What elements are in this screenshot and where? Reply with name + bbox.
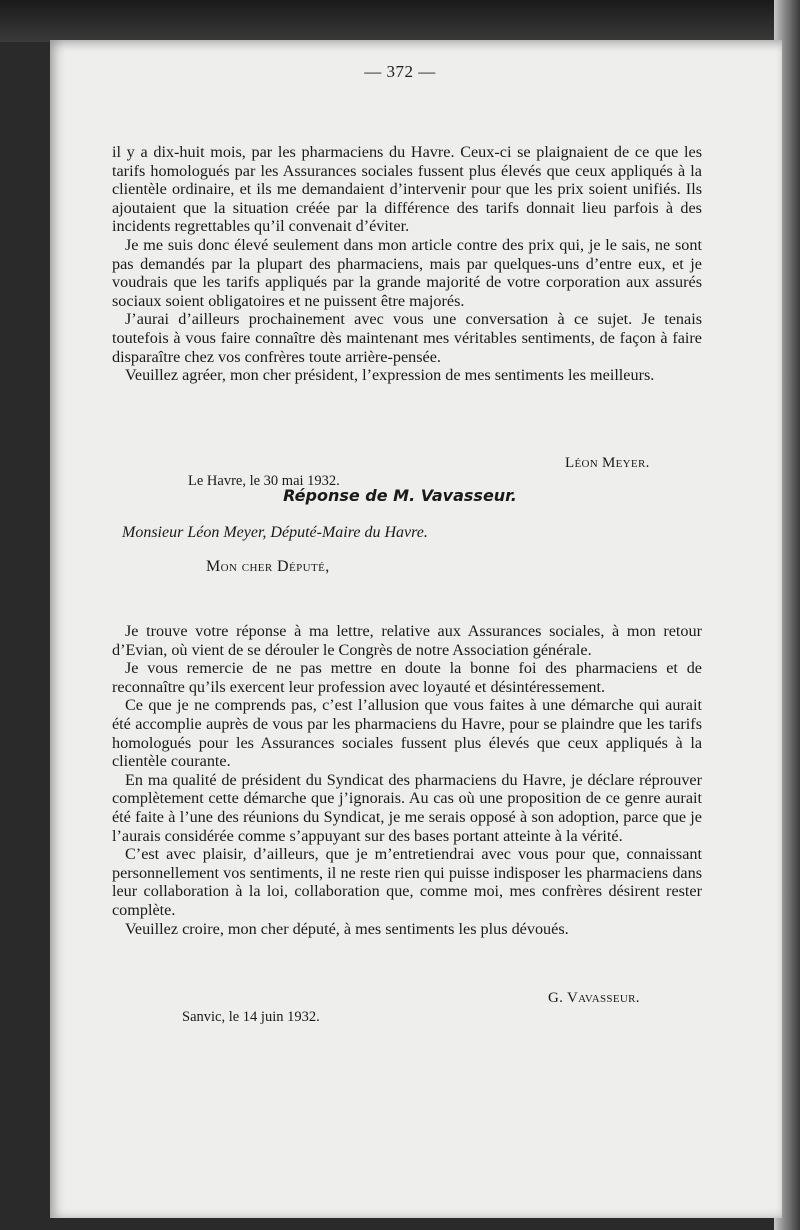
page-number: — 372 —	[364, 62, 436, 81]
signature-meyer: Léon Meyer.	[565, 455, 650, 471]
scan-backdrop-top	[0, 0, 800, 42]
paragraph: Je me suis donc élevé seulement dans mon article contre des prix qui, je le sais, ne sont pas demandés par la plupart des pharmaciens, mais par quelques-uns d’entre eux, et je voudrais que les tarifs appliqués par la grande majorité de votre corporation aux assurés sociaux soient obligatoires et ne puissent être majorés.	[112, 235, 702, 310]
reply-body	[112, 622, 702, 938]
paragraph: Je trouve votre réponse à ma lettre, relative aux Assurances sociales, à mon retour d’Evian, où vient de se dérouler le Congrès de notre Association générale.	[112, 622, 702, 659]
addressee: Monsieur Léon Meyer, Député-Maire du Havre.	[122, 524, 428, 541]
paragraph: J’aurai d’ailleurs prochainement avec vous une conversation à ce sujet. Je tenais toutefois à vous faire connaître dès maintenant mes véritables sentiments, de façon à faire disparaître chez vos confrères toute arrière-pensée.	[112, 310, 702, 366]
paragraph: C’est avec plaisir, d’ailleurs, que je m’entretiendrai avec vous pour que, connaissant personnellement vos sentiments, il ne reste rien qui puisse indisposer les pharmaciens dans leur collaboration à la loi, collaboration que, comme moi, mes confrères désirent rester complète.	[112, 845, 702, 919]
paragraph: Veuillez agréer, mon cher président, l’expression de mes sentiments les meilleurs.	[125, 366, 655, 385]
paragraph: Je vous remercie de ne pas mettre en doute la bonne foi des pharmaciens et de reconnaître qu’ils exercent leur profession avec loyauté et désintéressement.	[112, 659, 702, 696]
paragraph: Ce que je ne comprends pas, c’est l’allusion que vous faites à une démarche qui aurait été accomplie auprès de vous par les pharmaciens du Havre, pour se plaindre que les tarifs homologués pour les Assurances sociales fussent plus élevés que ceux appliqués à la clientèle courante.	[112, 696, 702, 771]
signature-vavasseur: G. Vavasseur.	[548, 990, 640, 1006]
paragraph: il y a dix-huit mois, par les pharmaciens du Havre. Ceux-ci se plaignaient de ce que les tarifs homologués par les Assurances sociales fussent plus élevés que ceux appliqués à la clientèle ordinaire, et ils me demandaient d’intervenir pour que les prix soient unifiés. Ils ajoutaient que la situation créée par la différence des tarifs donnait lieu parfois à des incidents regrettables qu’il convenait d’éviter.	[112, 143, 702, 236]
paragraph: En ma qualité de président du Syndicat des pharmaciens du Havre, je déclare réprouver complètement cette démarche que j’ignorais. Au cas où une proposition de ce genre aurait été faite à l’une des réunions du Syndicat, je me serais opposé à son adoption, parce que je l’aurais considérée comme s’appuyant sur des bases portant atteinte à la vérité.	[112, 770, 702, 845]
dateline-vavasseur: Sanvic, le 14 juin 1932.	[182, 1009, 320, 1025]
letter1-body	[112, 143, 702, 385]
reply-heading: Réponse de M. Vavasseur.	[283, 486, 517, 505]
paragraph: Veuillez croire, mon cher député, à mes sentiments les plus dévoués.	[125, 919, 569, 938]
dateline-meyer: Le Havre, le 30 mai 1932.	[188, 473, 340, 489]
salutation: Mon cher Député,	[206, 558, 330, 575]
